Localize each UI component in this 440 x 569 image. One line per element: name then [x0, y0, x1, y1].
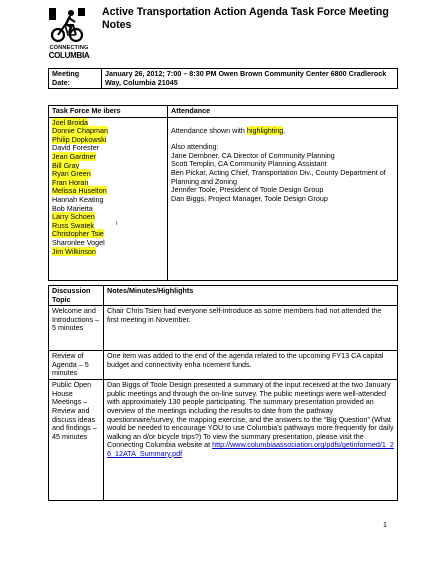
notes-open-house	[104, 380, 398, 501]
topic-review: Review of Agenda – 5 minutes	[49, 351, 104, 380]
also-attending-item: Dan Biggs, Project Manager, Toole Design Group	[171, 193, 328, 203]
member-name: Hannah Keating	[52, 194, 104, 204]
also-attending-list	[171, 152, 394, 204]
logo-text-connecting: CONNECTING	[49, 45, 89, 51]
attendance-header: Attendance	[168, 106, 398, 118]
members-header: Task Force Me ibers	[49, 106, 168, 118]
logo-text-columbia: COLUMBIA	[48, 51, 90, 60]
member-name: David Forester	[52, 143, 100, 153]
members-cell	[49, 117, 168, 280]
member-name: Larry Schoen	[52, 212, 95, 222]
attendance-table	[48, 105, 398, 281]
attendance-cell	[168, 117, 398, 280]
also-attending-label: Also attending:	[171, 142, 219, 152]
member-name: Jean Gardner	[52, 151, 96, 161]
also-attending-item: Ben Pickar, Acting Chief, Transportation Div., County Department of Planning and Zoning	[171, 167, 386, 186]
page-title: Active Transportation Action Agenda Task Force Meeting Notes	[102, 6, 389, 31]
also-attending-item: Jane Dembner, CA Director of Community Planning	[171, 150, 335, 160]
member-name: Christopher Tsie	[52, 229, 104, 239]
topic-header: Discussion Topic	[49, 286, 104, 306]
highlight-sample: highlighting	[246, 125, 284, 135]
summary-pdf-link[interactable]: http://www.columbiaassociation.org/pdfs/getinformed/1_26_12ATA_Summary.pdf	[107, 440, 394, 458]
notes-header: Notes/Minutes/Highlights	[104, 286, 398, 306]
member-name: Philip Dopkowski	[52, 134, 107, 144]
stray-mark: I	[116, 220, 118, 227]
meeting-date-value: January 26, 2012; 7:00 – 8:30 PM Owen Brown Community Center 6800 Cradlerock Way, Columbia 21045	[102, 69, 398, 89]
member-name: Bob Marietta	[52, 203, 93, 213]
open-house-notes-text: Dan Biggs of Toole Design presented a summary of the input received at the two January public meetings and through the on-line survey. The public meetings were well-attended with approximately 130 people participating. The summary presentation provided an overview of the meetings including the results to date from the pathway questionnaire/survey, the mapping exercise, and the answers to the “Big Question” (What would be needed to encourage YOU to use Columbia’s pathways more frequently for daily walking an d/or bicycle trips?) To view the summary presentation, please visit the Connecting Columbia website at	[107, 380, 394, 450]
meeting-date-label: Meeting Date:	[49, 69, 102, 89]
member-name: Russ Swatek	[52, 220, 94, 230]
member-name: Joel Broida	[52, 117, 88, 127]
member-name: Sharonlee Vogel	[52, 237, 105, 247]
attendance-note: Attendance shown with highlighting.	[171, 125, 286, 135]
topic-open-house: Public Open House Meetings – Review and discuss ideas and findings – 45 minutes	[49, 380, 104, 501]
also-attending-item: Scott Templin, CA Community Planning Assistant	[171, 159, 327, 169]
connecting-columbia-logo	[46, 6, 92, 66]
meeting-info-table	[48, 68, 398, 89]
page-number: 1	[383, 522, 387, 529]
member-name: Melissa Huselton	[52, 186, 107, 196]
member-name: Jim Wilkinson	[52, 246, 96, 256]
member-name: Donnie Chapman	[52, 126, 108, 136]
notes-welcome: Chair Chris Tsien had everyone self-introduce as some members had not attended the first meeting in November.	[104, 306, 398, 351]
notes-review: One item was added to the end of the agenda related to the upcoming FY13 CA capital budget and connectivity enha ncement funds.	[104, 351, 398, 380]
member-name: Bill Gray	[52, 160, 80, 170]
member-name: Ryan Green	[52, 169, 91, 179]
member-list	[52, 119, 164, 257]
topic-welcome: Welcome and Introductions – 5 minutes	[49, 306, 104, 351]
agenda-table	[48, 285, 398, 501]
also-attending-item: Jennifer Toole, President of Toole Design Group	[171, 185, 324, 195]
cyclist-logo-icon	[49, 8, 85, 44]
member-name: Fran Horan	[52, 177, 89, 187]
